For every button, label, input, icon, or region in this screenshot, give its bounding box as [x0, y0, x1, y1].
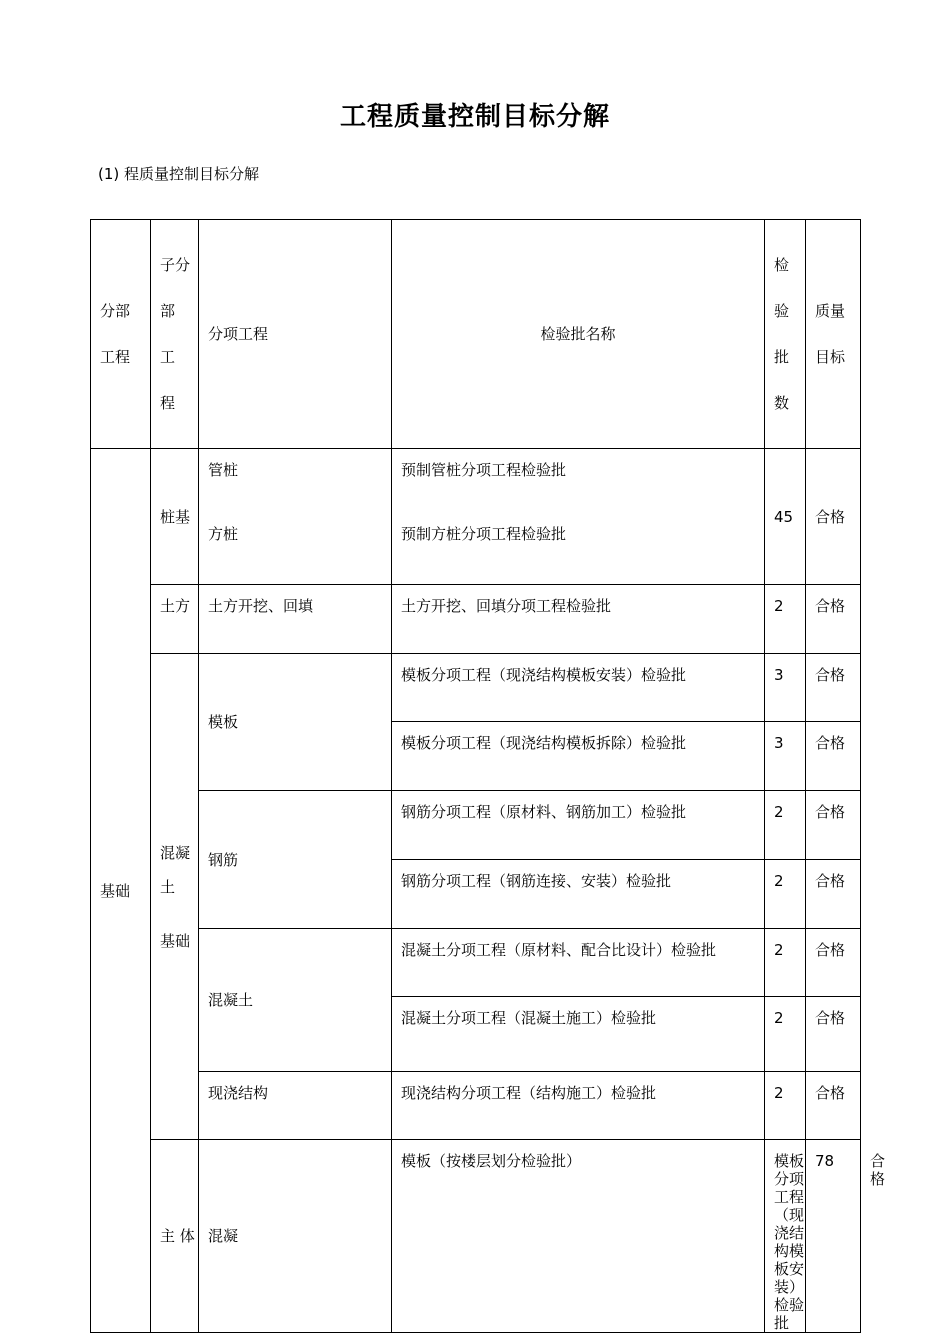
subdivision-cell: 混凝: [199, 1140, 392, 1333]
quality-cell: 合格: [806, 1072, 861, 1140]
item-cell: 混凝土: [199, 929, 392, 1072]
batch-cell: 土方开挖、回填分项工程检验批: [392, 585, 765, 654]
batch-cell: 钢筋分项工程（原材料、钢筋加工）检验批: [392, 791, 765, 860]
header-batch-count: [765, 220, 806, 449]
count-cell: 2: [765, 791, 806, 860]
batch-cell: 混凝土分项工程（原材料、配合比设计）检验批: [392, 929, 765, 997]
count-cell: 45: [765, 449, 806, 585]
count-cell: 3: [765, 654, 806, 722]
header-count-line: 验: [774, 302, 790, 320]
item-cell: 现浇结构: [199, 1072, 392, 1140]
table-row: [91, 1072, 861, 1140]
batch-label: 预制管桩分项工程检验批: [401, 461, 567, 479]
table-row: [91, 791, 861, 860]
table-row: [91, 585, 861, 654]
header-item: 分项工程: [199, 220, 392, 449]
item-label: 管桩: [208, 461, 239, 479]
count-cell: 2: [765, 860, 806, 929]
batch-cell: 混凝土分项工程（混凝土施工）检验批: [392, 997, 765, 1072]
quality-cell: 合格: [806, 722, 861, 791]
table-header-row: [91, 220, 861, 449]
quality-cell: 合格: [806, 997, 861, 1072]
count-cell: 2: [765, 997, 806, 1072]
item-cell: 钢筋: [199, 791, 392, 929]
header-subdivision-line: 工: [160, 348, 176, 366]
division-cell: 主 体: [151, 1140, 199, 1333]
division-cell: 基础: [91, 449, 151, 1333]
count-cell: 2: [765, 929, 806, 997]
header-count-line: 数: [774, 394, 790, 412]
batch-cell: 现浇结构分项工程（结构施工）检验批: [392, 1072, 765, 1140]
subdivision-line: 土: [160, 877, 176, 896]
batch-cell: 模板分项工程（现浇结构模板拆除）检验批: [392, 722, 765, 791]
header-quality: [806, 220, 861, 449]
page-title: 工程质量控制目标分解: [339, 102, 610, 132]
table-row: [91, 449, 861, 585]
header-quality-line: 目标: [815, 348, 846, 366]
quality-cell: 合格: [806, 654, 861, 722]
table-row: [91, 929, 861, 997]
table-row: 主 体 混凝 模板（按楼层划分检验批） 模板分项工程（现浇结构模板安装）检验批 78 合格: [91, 1140, 861, 1333]
header-subdivision-line: 子分: [160, 256, 191, 274]
subdivision-line: 基础: [160, 931, 191, 950]
batch-label: 预制方桩分项工程检验批: [401, 525, 567, 543]
quality-cell: 合格: [806, 860, 861, 929]
subdivision-cell: 土方: [151, 585, 199, 654]
item-cell: 模板（按楼层划分检验批）: [392, 1140, 765, 1333]
quality-cell: 合格: [806, 929, 861, 997]
section-subtitle: (1) 程质量控制目标分解: [98, 165, 260, 183]
item-cell: 模板: [199, 654, 392, 791]
item-cell: [199, 449, 392, 585]
header-division-line: 分部: [100, 302, 131, 320]
header-subdivision-line: 部: [160, 302, 176, 320]
table-row: [91, 654, 861, 722]
header-division: [91, 220, 151, 449]
count-cell: 2: [765, 585, 806, 654]
quality-target-table: [90, 219, 886, 1333]
header-count-line: 检: [774, 256, 790, 274]
batch-cell: 模板分项工程（现浇结构模板安装）检验批: [765, 1140, 806, 1333]
header-count-line: 批: [774, 348, 790, 366]
count-cell: 78: [806, 1140, 861, 1333]
item-cell: 土方开挖、回填: [199, 585, 392, 654]
header-quality-line: 质量: [815, 302, 846, 320]
batch-cell: [392, 449, 765, 585]
subdivision-cell: 桩基: [151, 449, 199, 585]
count-cell: 3: [765, 722, 806, 791]
item-label: 方桩: [208, 525, 239, 543]
count-cell: 2: [765, 1072, 806, 1140]
quality-cell: 合格: [806, 791, 861, 860]
batch-cell: 钢筋分项工程（钢筋连接、安装）检验批: [392, 860, 765, 929]
header-batch-name: 检验批名称: [392, 220, 765, 449]
header-division-line: 工程: [100, 348, 131, 366]
header-subdivision-line: 程: [160, 394, 176, 412]
header-subdivision: [151, 220, 199, 449]
batch-cell: 模板分项工程（现浇结构模板安装）检验批: [392, 654, 765, 722]
subdivision-line: 混凝: [160, 843, 191, 862]
quality-cell: 合格: [806, 449, 861, 585]
quality-cell: 合格: [806, 585, 861, 654]
subdivision-cell: [151, 654, 199, 1140]
